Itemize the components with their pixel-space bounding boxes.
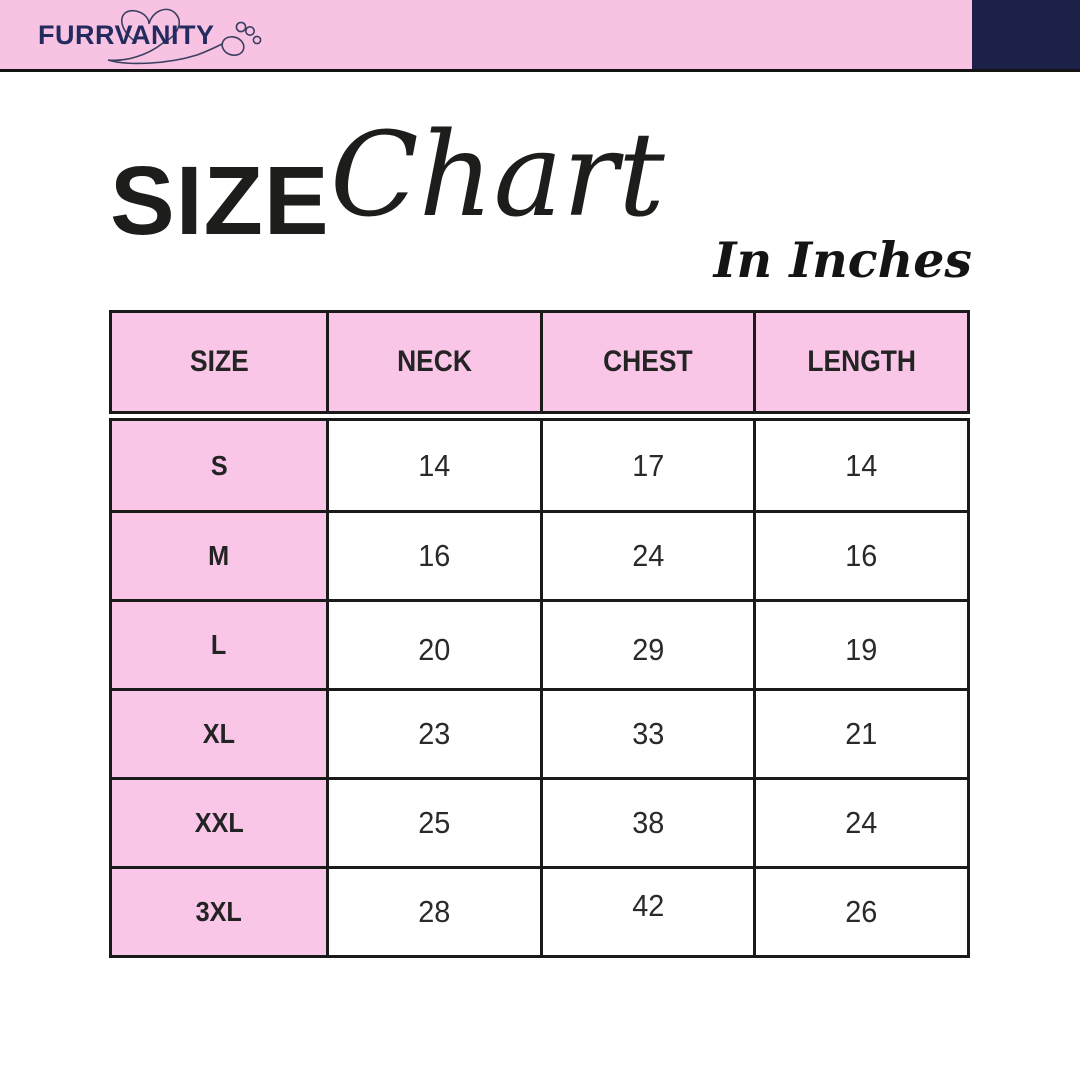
column-header-length: LENGTH xyxy=(753,313,967,411)
length-value: 14 xyxy=(753,421,967,510)
size-label: S xyxy=(112,421,326,510)
size-label: XL xyxy=(112,691,326,777)
page-title-size: SIZE xyxy=(110,146,330,255)
chest-value: 17 xyxy=(540,421,754,510)
neck-value: 28 xyxy=(326,869,540,955)
neck-value: 23 xyxy=(326,691,540,777)
table-row-xxl xyxy=(112,777,967,866)
size-label: 3XL xyxy=(112,869,326,955)
column-header-size: SIZE xyxy=(189,345,249,378)
neck-value: 20 xyxy=(326,602,540,688)
chest-value: 33 xyxy=(540,691,754,777)
length-value: 16 xyxy=(753,513,967,599)
brand-logo xyxy=(36,2,276,68)
brand-name: FURRVANITY xyxy=(38,20,215,50)
accent-block xyxy=(972,0,1080,69)
chest-value: 29 xyxy=(540,602,754,688)
table-row-l xyxy=(112,599,967,688)
neck-value: 16 xyxy=(326,513,540,599)
table-row-xl xyxy=(112,688,967,777)
bar-divider xyxy=(0,69,1080,72)
brand-bar xyxy=(0,0,1080,69)
column-header-chest: CHEST xyxy=(540,313,754,411)
neck-value: 25 xyxy=(326,780,540,866)
table-body xyxy=(109,418,970,958)
unit-note: In Inches xyxy=(713,231,972,289)
length-value: 26 xyxy=(753,869,967,955)
page-title-chart: Chart xyxy=(330,108,665,243)
column-header-neck: NECK xyxy=(326,313,540,411)
chest-value: 38 xyxy=(540,780,754,866)
table-header-row xyxy=(109,310,970,414)
size-chart-table xyxy=(109,310,970,958)
neck-value: 14 xyxy=(326,421,540,510)
chest-value: 42 xyxy=(540,869,754,955)
size-label: L xyxy=(112,602,326,688)
table-row-s xyxy=(112,421,967,510)
table-row-3xl xyxy=(112,866,967,955)
paw-print-icon xyxy=(220,22,261,58)
length-value: 21 xyxy=(753,691,967,777)
length-value: 19 xyxy=(753,602,967,688)
table-row-m xyxy=(112,510,967,599)
length-value: 24 xyxy=(753,780,967,866)
size-label: XXL xyxy=(112,780,326,866)
chest-value: 24 xyxy=(540,513,754,599)
size-label: M xyxy=(112,513,326,599)
